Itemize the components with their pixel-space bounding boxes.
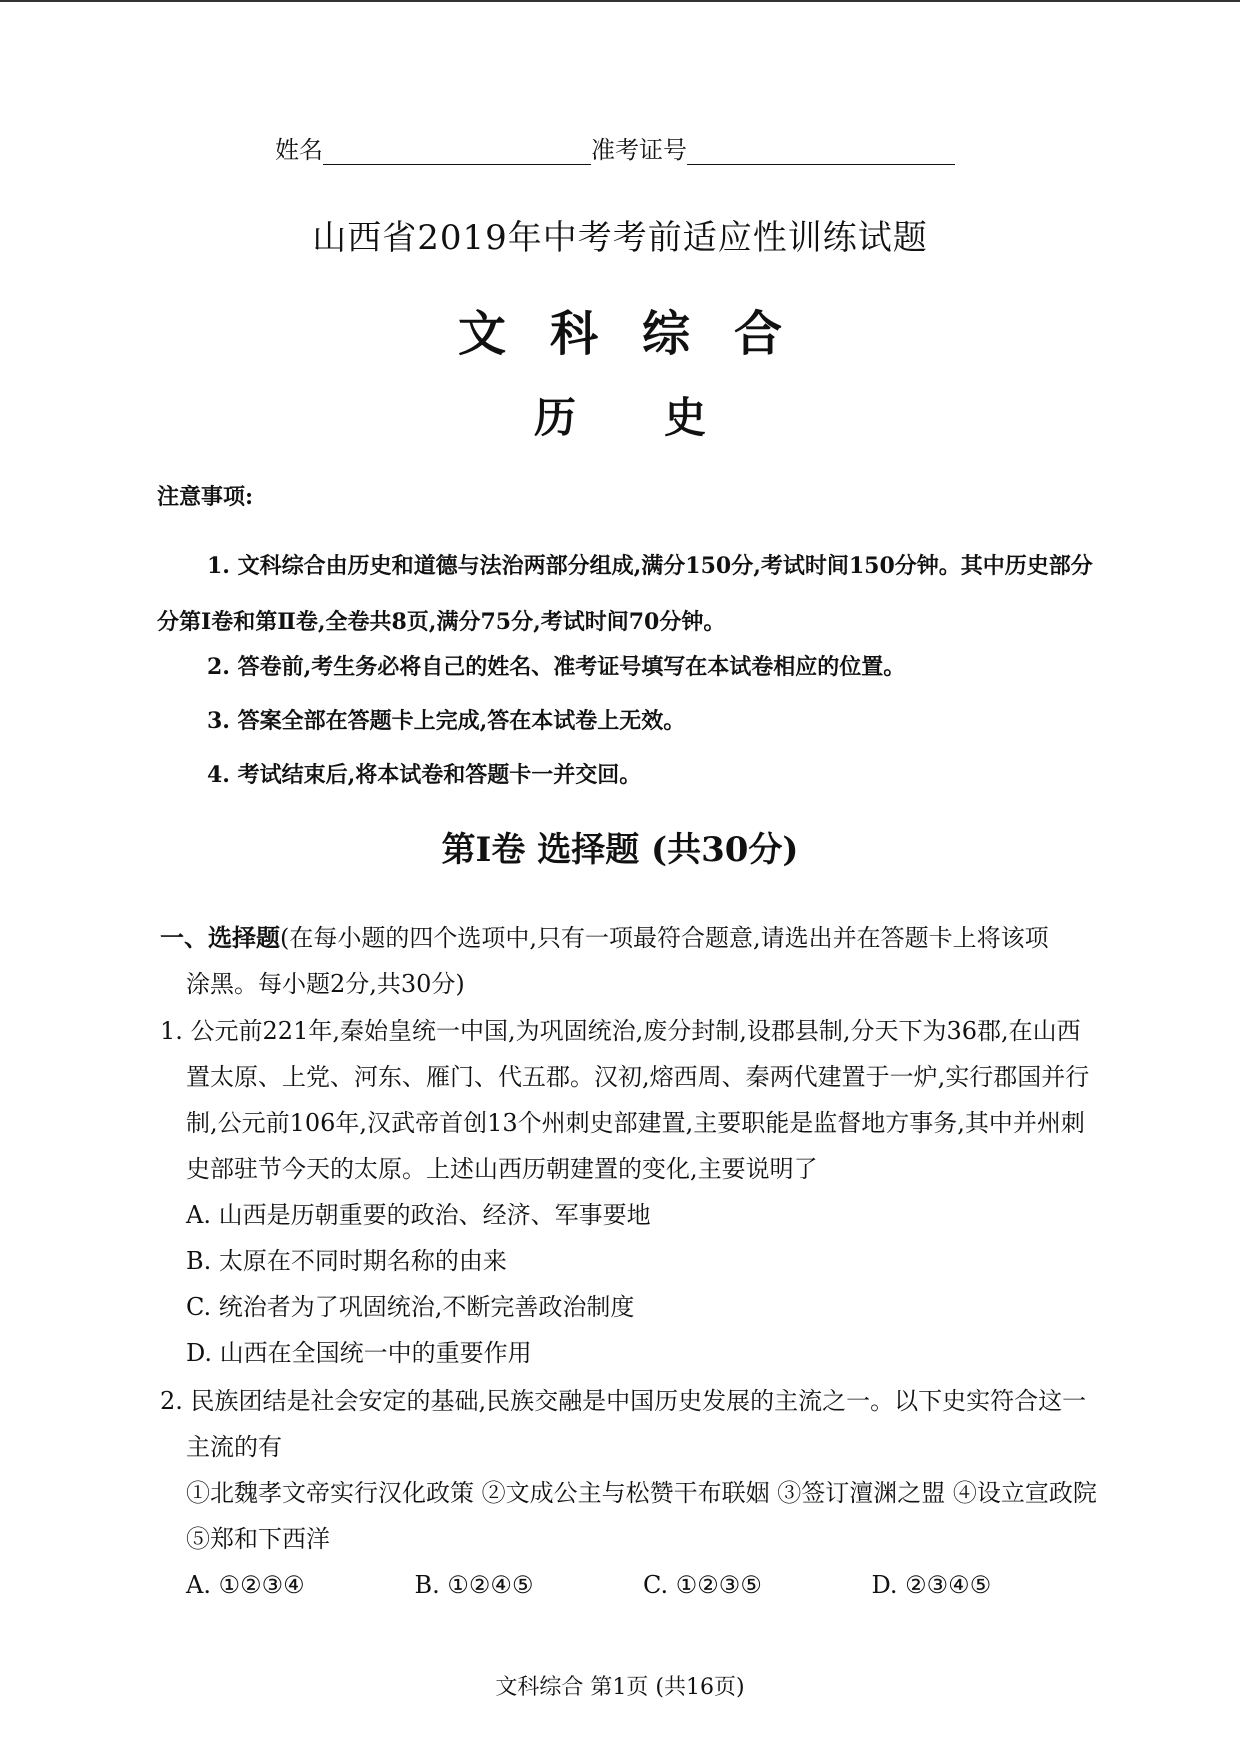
options-row bbox=[160, 1562, 1100, 1608]
notice-item-3: 3. 答案全部在答题卡上完成,答在本试卷上无效。 bbox=[207, 708, 686, 734]
question-stem: 2. 民族团结是社会安定的基础,民族交融是中国历史发展的主流之一。以下史实符合这一主流的有 bbox=[160, 1387, 1087, 1461]
notice-item-1: 1. 文科综合由历史和道德与法治两部分组成,满分150分,考试时间150分钟。其中历史部分分第Ⅰ卷和第Ⅱ卷,全卷共8页,满分75分,考试时间70分钟。 bbox=[157, 553, 1093, 635]
candidate-info bbox=[275, 130, 955, 165]
question-1 bbox=[160, 1008, 1100, 1376]
exam-no-blank[interactable] bbox=[687, 136, 955, 165]
option-c: C. 统治者为了巩固统治,不断完善政治制度 bbox=[186, 1293, 635, 1321]
sub-subject-title: 历史 bbox=[533, 393, 794, 442]
option-a: A. ①②③④ bbox=[186, 1571, 305, 1599]
section-instruction-cont: 涂黑。每小题2分,共30分) bbox=[186, 970, 465, 998]
name-blank[interactable] bbox=[323, 136, 591, 165]
part-title: 第Ⅰ卷 选择题 (共30分) bbox=[441, 830, 799, 870]
exam-no-label: 准考证号 bbox=[591, 136, 687, 164]
exam-title: 山西省2019年中考考前适应性训练试题 bbox=[312, 218, 928, 258]
option-d: D. 山西在全国统一中的重要作用 bbox=[186, 1339, 532, 1367]
section-heading bbox=[160, 915, 1100, 1007]
subject-title: 文科综合 bbox=[457, 306, 826, 362]
question-stem: 1. 公元前221年,秦始皇统一中国,为巩固统治,废分封制,设郡县制,分天下为36郡,在山西置太原、上党、河东、雁门、代五郡。汉初,熔西周、秦两代建置于一炉,实行郡国并行制,公元前106年,汉武帝首创13个州刺史部建置,主要职能是监督地方事务,其中并州刺史部驻节今天的太原。上述山西历朝建置的变化,主要说明了 bbox=[160, 1017, 1090, 1183]
question-2 bbox=[160, 1378, 1100, 1608]
notice-item-2: 2. 答卷前,考生务必将自己的姓名、准考证号填写在本试卷相应的位置。 bbox=[207, 654, 906, 680]
notice-heading: 注意事项: bbox=[157, 484, 254, 510]
notice-item-4: 4. 考试结束后,将本试卷和答题卡一并交回。 bbox=[207, 762, 642, 788]
name-label: 姓名 bbox=[275, 136, 323, 164]
option-b: B. 太原在不同时期名称的由来 bbox=[186, 1247, 507, 1275]
option-a: A. 山西是历朝重要的政治、经济、军事要地 bbox=[186, 1201, 651, 1229]
section-instruction: (在每小题的四个选项中,只有一项最符合题意,请选出并在答题卡上将该项 bbox=[280, 924, 1049, 952]
option-c: C. ①②③⑤ bbox=[643, 1571, 762, 1599]
option-d: D. ②③④⑤ bbox=[871, 1571, 992, 1599]
question-items: ①北魏孝文帝实行汉化政策 ②文成公主与松赞干布联姻 ③签订澶渊之盟 ④设立宣政院 ⑤郑和下西洋 bbox=[186, 1479, 1097, 1553]
page-footer: 文科综合 第1页 (共16页) bbox=[495, 1675, 745, 1700]
section-label: 一、选择题 bbox=[160, 923, 280, 952]
option-b: B. ①②④⑤ bbox=[414, 1571, 534, 1599]
